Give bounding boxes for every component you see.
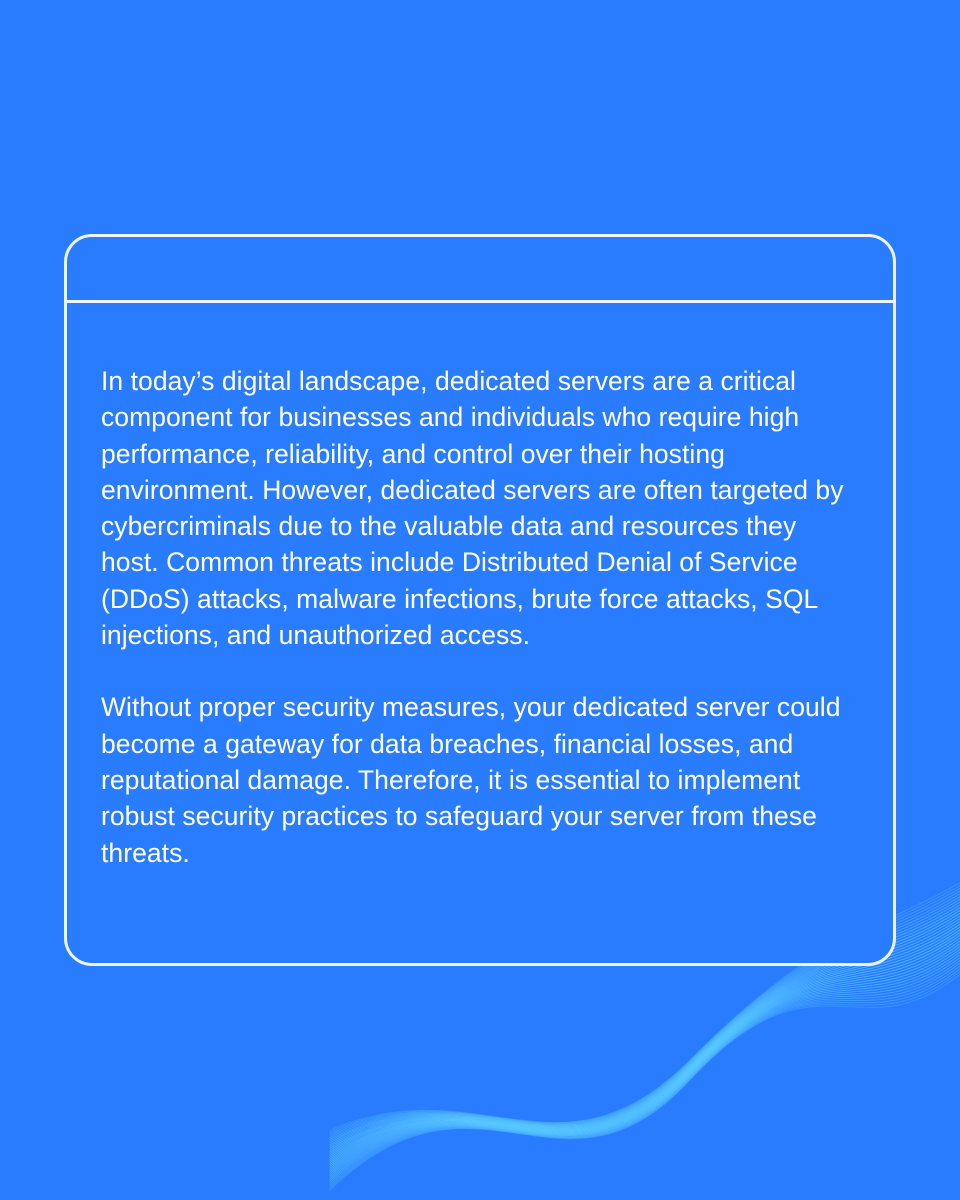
wave-line <box>330 951 960 1177</box>
wave-line <box>330 948 960 1175</box>
intro-paragraph: In today’s digital landscape, dedicated servers are a critical component for businesses and individuals who require high performance, reliability, and control over their hosting environment. However, dedicated servers are often targeted by cybercriminals due to the valuable data and resources they host. Common threats include Distributed Denial of Service (DDoS) attacks, malware infections, brute force attacks, SQL injections, and unauthorized access. <box>101 366 844 651</box>
wave-line <box>330 959 960 1183</box>
security-paragraph: Without proper security measures, your dedicated server could become a gateway for data breaches, financial losses, and reputational damage. Therefore, it is essential to implement robust security practices to safeguard your server from these threats. <box>101 692 841 868</box>
wave-line <box>330 945 960 1173</box>
content-card <box>64 234 896 966</box>
card-header-bar <box>67 237 893 303</box>
wave-line <box>330 954 960 1179</box>
card-body <box>67 303 893 871</box>
wave-line <box>330 956 960 1181</box>
